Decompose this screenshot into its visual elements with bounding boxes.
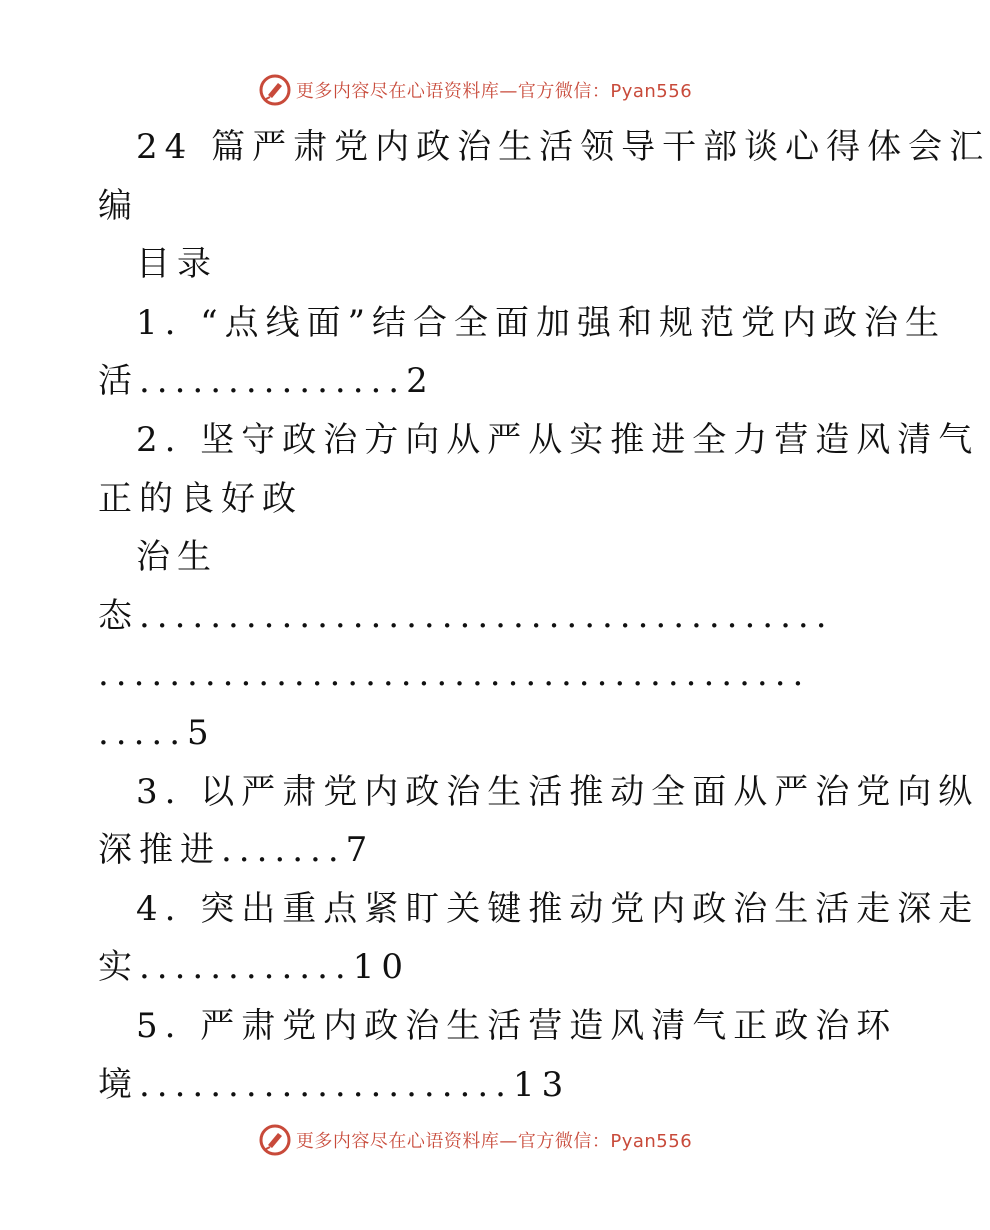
document-title-line-1: 24 篇严肃党内政治生活领导干部谈心得体会汇 [136,127,990,167]
watermark-text: 更多内容尽在心语资料库—官方微信：Pyan556 [295,81,693,102]
toc-line: 1. “点线面”结合全面加强和规范党内政治生 [136,302,947,343]
toc-line: 活...............2 [98,361,435,402]
toc-line: 深推进.......7 [98,830,375,871]
footer-watermark [0,1120,950,1160]
toc-line: 3. 以严肃党内政治生活推动全面从严治党向纵 [136,771,980,812]
toc-line: 态....................................... [98,595,834,636]
toc-line: 实............10 [98,947,410,988]
toc-line: ........................................ [98,654,811,695]
watermark-handle: Pyan556 [610,1131,693,1152]
logo-icon [258,1123,292,1157]
toc-line: 境.....................13 [98,1064,571,1105]
logo-icon [258,73,292,107]
watermark-text: 更多内容尽在心语资料库—官方微信：Pyan556 [295,1131,693,1152]
toc-line: 2. 坚守政治方向从严从实推进全力营造风清气 [136,419,980,460]
header-watermark [0,70,950,110]
toc-heading: 目录 [136,244,218,285]
watermark-handle: Pyan556 [610,81,693,102]
document-body [98,118,990,1114]
toc-line: 治生 [136,537,218,578]
document-title-line-2: 编 [98,185,139,226]
toc-line: 正的良好政 [98,478,303,519]
toc-line: 4. 突出重点紧盯关键推动党内政治生活走深走 [136,888,980,929]
toc-line: 5. 严肃党内政治生活营造风清气正政治环 [136,1005,898,1046]
toc-line: .....5 [98,712,216,753]
